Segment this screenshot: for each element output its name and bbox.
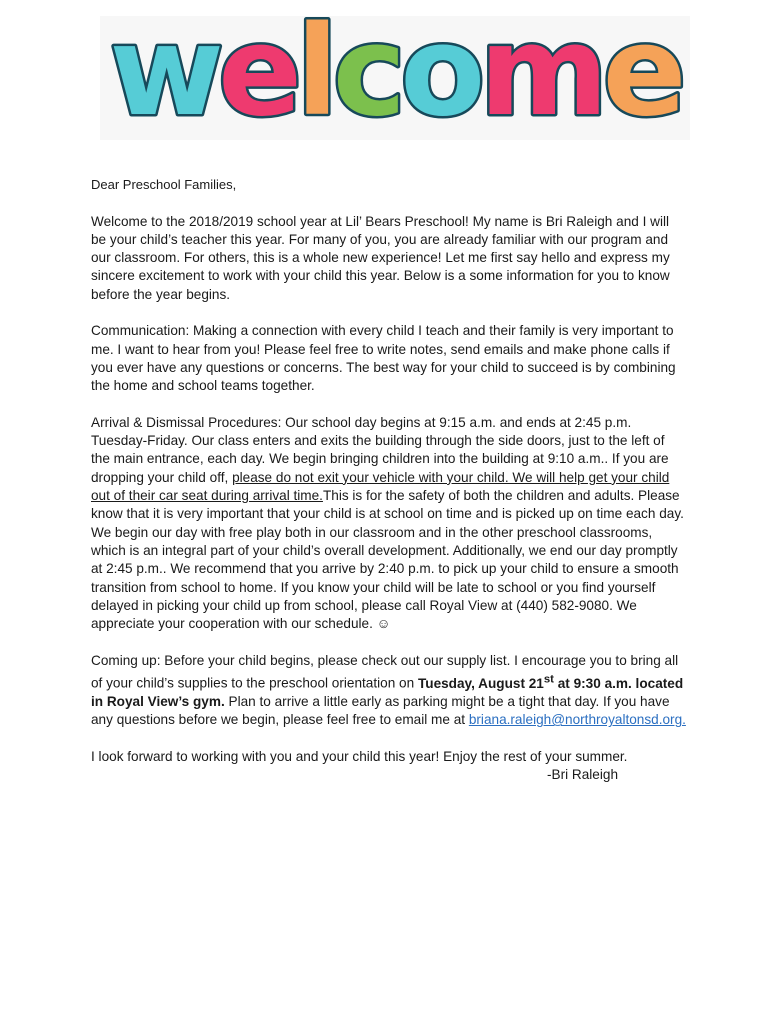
communication-heading: Communication: xyxy=(91,323,190,339)
greeting: Dear Preschool Families, xyxy=(91,177,237,192)
welcome-letter: w xyxy=(109,16,218,140)
coming-up-paragraph xyxy=(91,652,687,730)
intro-paragraph: Welcome to the 2018/2019 school year at Lil’ Bears Preschool! My name is Bri Raleigh and I will be your child’s teacher this year. For many of you, you are already familiar with our program and our classroom. For others, this is a whole new experience! Let me first say hello and express my sincere excitement to work with your child this year. Below is a some information for you to know before the year begins. xyxy=(91,213,670,302)
welcome-letter: e xyxy=(217,16,297,140)
arrival-paragraph xyxy=(91,414,687,634)
arrival-text-1: Our school day begins at 9:15 a.m. and ends at 2:45 p.m. Tuesday-Friday. Our class enters and exits the building through the side doors, just to the left of the main entrance, each day. We begin bringing children into the building at 9:10 a.m.. If you are dropping your child off, xyxy=(91,414,669,485)
welcome-banner xyxy=(100,16,690,140)
orientation-date: Tuesday, August 21st at 9:30 a.m. located in Royal View’s gym. xyxy=(91,673,684,709)
welcome-letter: l xyxy=(296,16,333,140)
arrival-warning: please do not exit your vehicle with your child. We will help get your child out of their car seat during arrival time. xyxy=(91,469,670,504)
communication-paragraph xyxy=(91,322,687,395)
welcome-title xyxy=(109,16,681,140)
coming-up-text-2: Plan to arrive a little early as parking might be a tight that day. If you have any questions before we begin, please feel free to email me at xyxy=(91,693,670,728)
communication-text: Making a connection with every child I teach and their family is very important to me. I want to hear from you! Please feel free to write notes, send emails and make phone calls if you ever have any questions or concerns. The best way for your child to succeed is by combining the home and school teams together. xyxy=(91,323,676,394)
coming-up-heading: Coming up: xyxy=(91,652,161,668)
welcome-letter: m xyxy=(479,16,603,140)
welcome-letter: c xyxy=(332,16,401,140)
welcome-letter: o xyxy=(400,16,480,140)
welcome-letter: e xyxy=(602,16,681,140)
email-link[interactable]: briana.raleigh@northroyaltonsd.org. xyxy=(468,712,686,728)
arrival-text-2: This is for the safety of both the children and adults. Please know that it is very important that your child is at school on time and is picked up on time each day. We begin our day with free play both in our classroom and in the other preschool classrooms, which is an integral part of your child’s overall development. Additionally, we end our day promptly at 2:45 p.m.. We recommend that you arrive by 2:40 p.m. to pick up your child to ensure a smooth transition from school to home. If you know your child will be late to school or you find yourself delayed in picking your child up from school, please call Royal View at (440) 582-9080. We appreciate your cooperation with our schedule. ☺ xyxy=(91,488,684,632)
letter-body xyxy=(91,176,687,784)
signature: -Bri Raleigh xyxy=(546,767,618,783)
arrival-heading: Arrival & Dismissal Procedures: xyxy=(91,414,282,430)
coming-up-text-1: Before your child begins, please check out our supply list. I encourage you to bring all of your child’s supplies to the preschool orientation on xyxy=(91,652,679,691)
closing-paragraph: I look forward to working with you and your child this year! Enjoy the rest of your summer. xyxy=(91,748,628,764)
